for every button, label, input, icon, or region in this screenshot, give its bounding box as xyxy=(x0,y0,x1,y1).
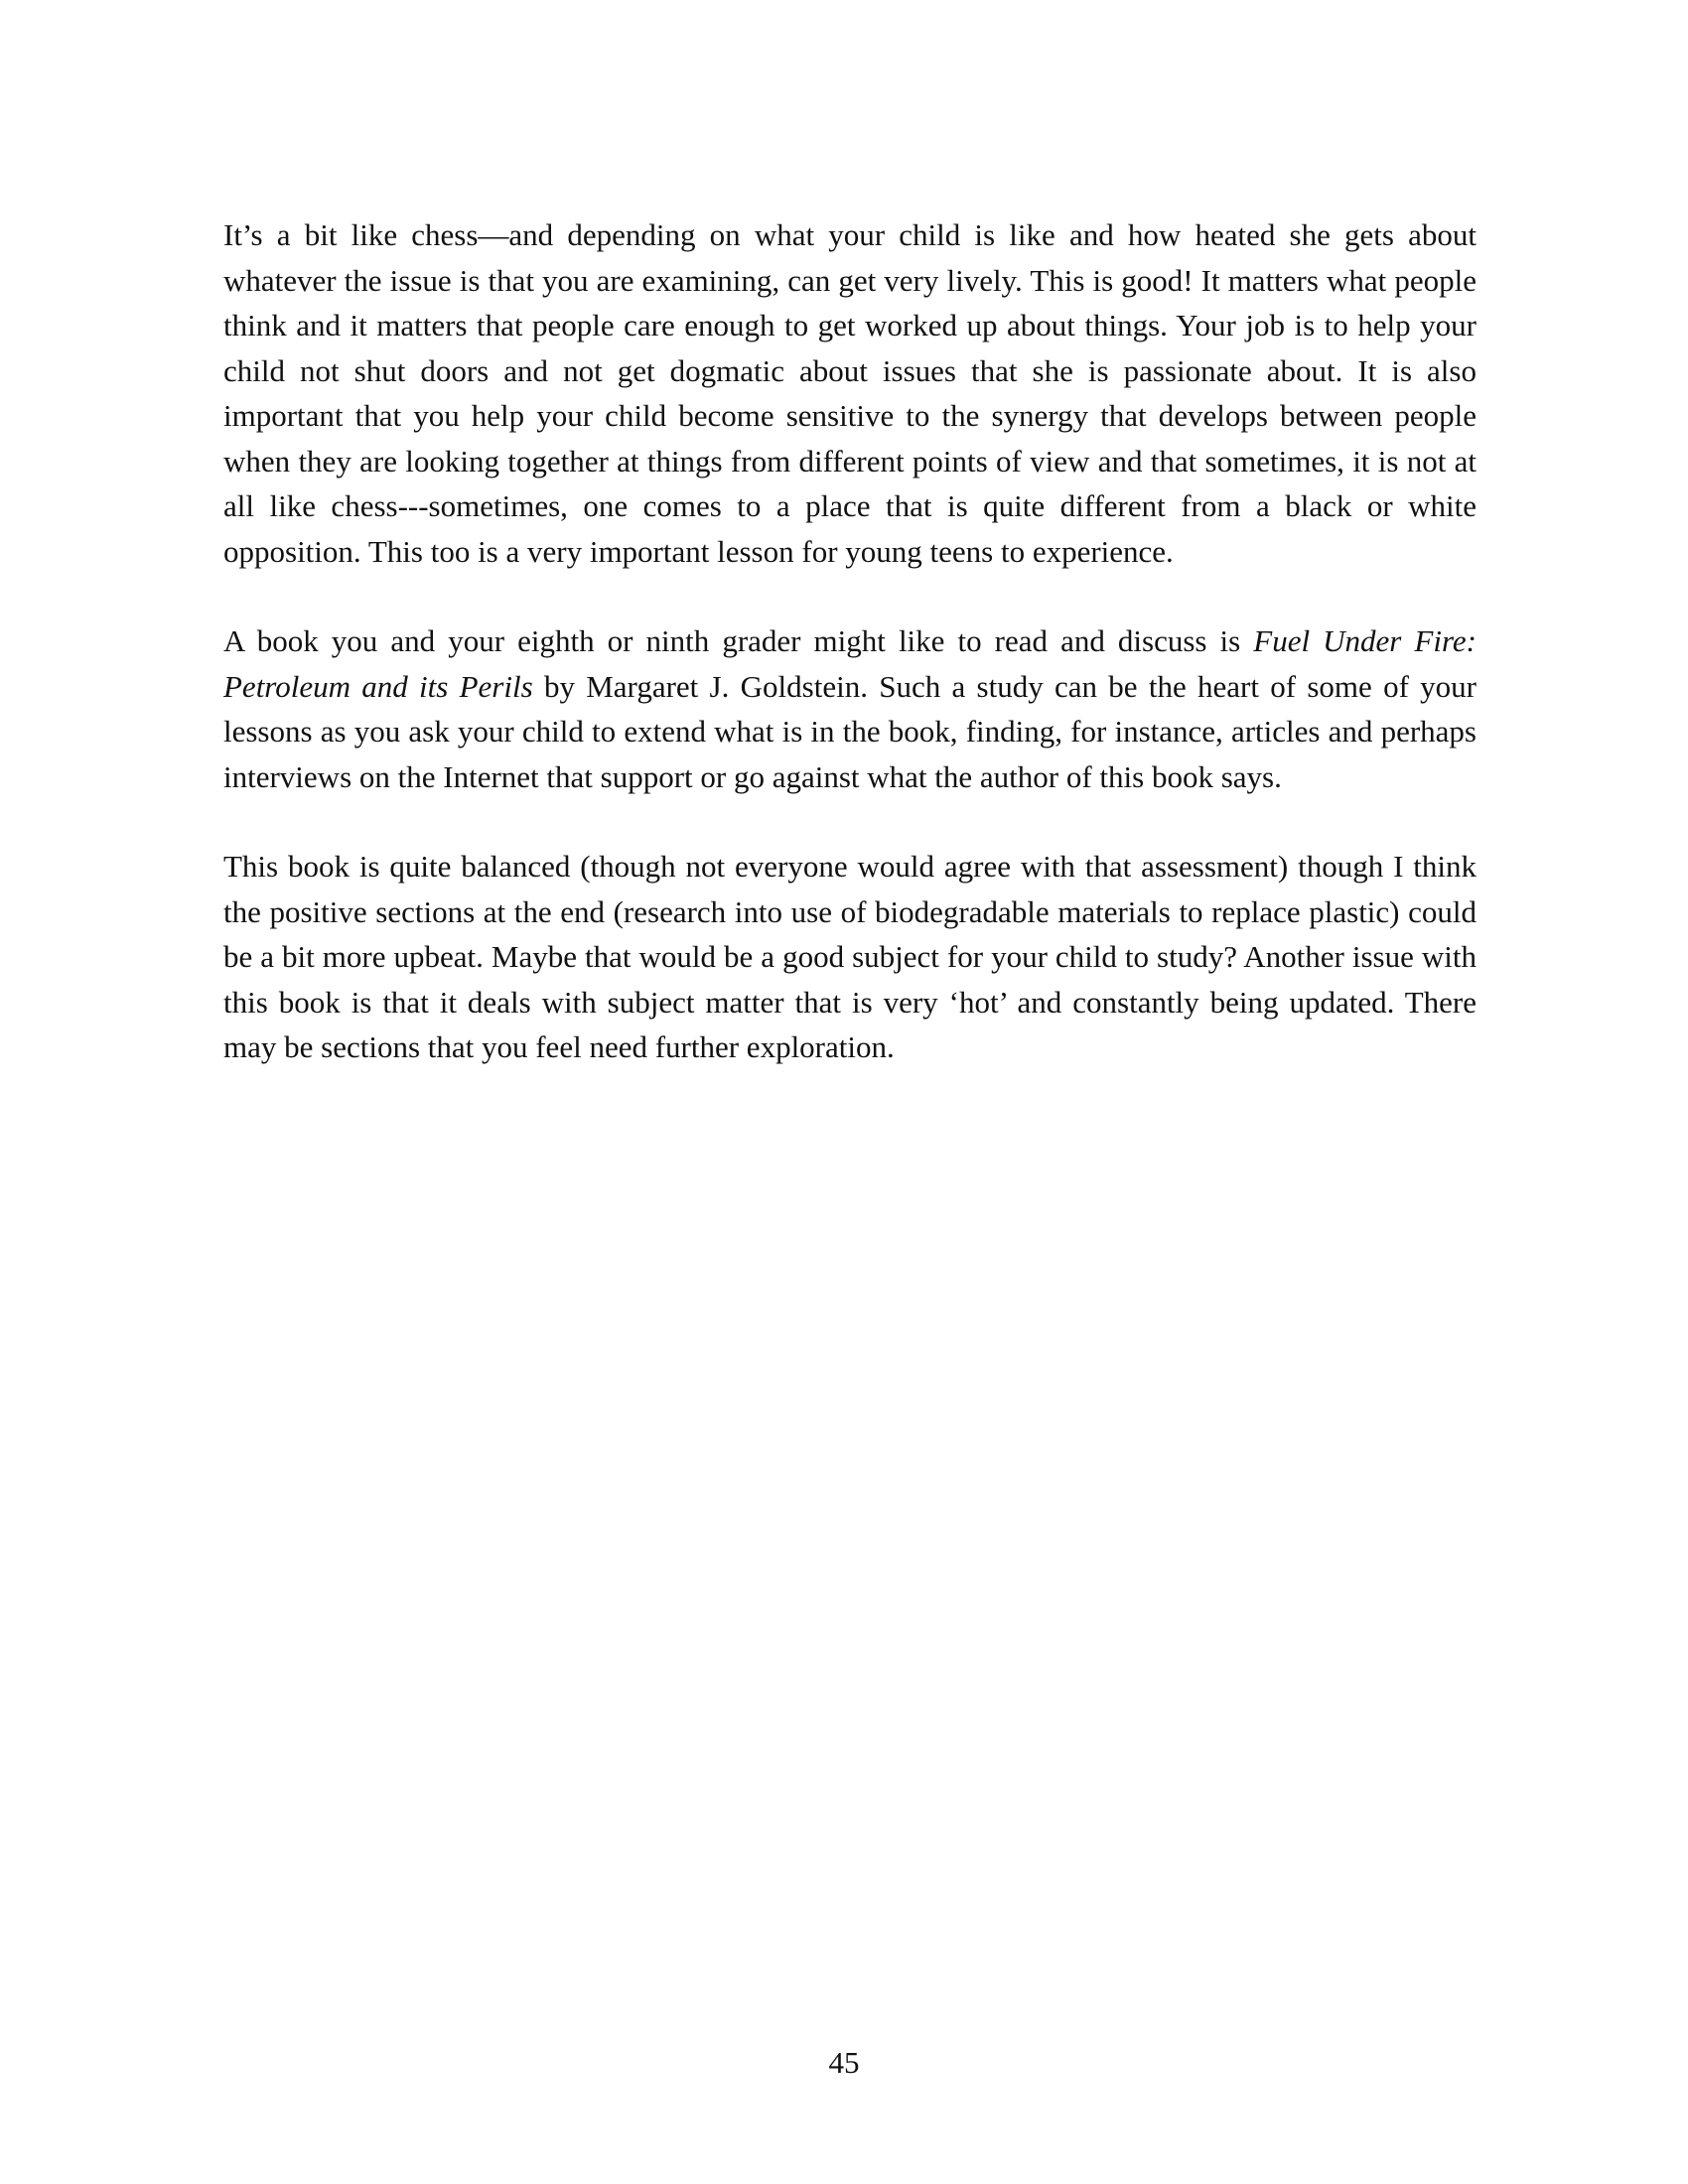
paragraph-book-recommendation xyxy=(223,618,1477,799)
paragraph-chess: It’s a bit like chess—and depending on what your child is like and how heated she gets about whatever the issue is that you are examining, can get very lively. This is good! It matters what people think and it matters that people care enough to get worked up about things. Your job is to help your child not shut doors and not get dogmatic about issues that she is passionate about. It is also important that you help your child become sensitive to the synergy that develops between people when they are looking together at things from different points of view and that sometimes, it is not at all like chess---sometimes, one comes to a place that is quite different from a black or white opposition. This too is a very important lesson for young teens to experience. xyxy=(223,217,1477,569)
book-title: Fuel Under Fire: Petroleum and its Perils xyxy=(223,623,1477,704)
paragraph-intro-text: A book you and your eighth or ninth grader might like to read and discuss is xyxy=(223,623,1254,658)
paragraph-book-assessment: This book is quite balanced (though not everyone would agree with that assessment) though I think the positive sections at the end (research into use of biodegradable materials to replace plastic) could be a bit more upbeat. Maybe that would be a good subject for your child to study? Another issue with this book is that it deals with subject matter that is very ‘hot’ and constantly being updated. There may be sections that you feel need further exploration. xyxy=(223,849,1477,1064)
paragraph-continuation-text: by Margaret J. Goldstein. Such a study can be the heart of some of your lessons as you ask your child to extend what is in the book, finding, for instance, articles and perhaps interviews on the Internet that support or go against what the author of this book says. xyxy=(223,668,1477,794)
body-text xyxy=(223,212,1477,1115)
page-number: 45 xyxy=(828,2045,860,2080)
